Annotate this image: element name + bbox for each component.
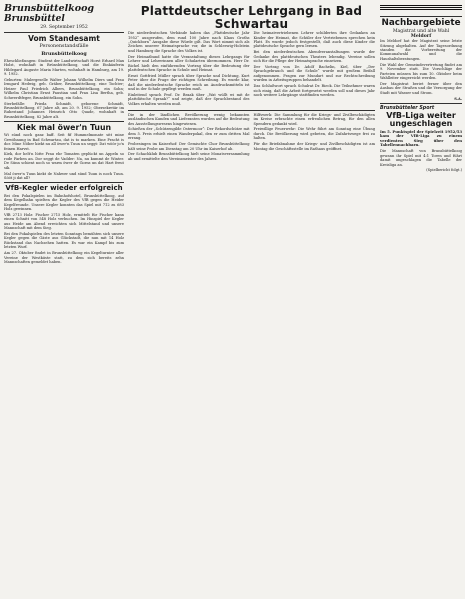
local-news-paragraph: Freiwillige Feuerwehr: Die Wehr führt am Sonntag eine Übung durch. Die Bevölkerung wird gebeten, die Zufahrtswege frei zu halten. <box>253 127 375 141</box>
standesamt-paragraph: Eheschließungen: Student der Landwirtschaft Horst Erhard Max Holst, wohnhaft in Brünsbüttelkoog, und die Einkäuferin Hildegard Auguste Maria Marten, wohnhaft in Hamburg, am 19. 9. 1952. <box>4 58 124 77</box>
main-article-column-2 <box>254 31 376 108</box>
standesamt-subtitle: Personenstandsfälle <box>39 43 89 49</box>
main-article-columns <box>128 31 375 108</box>
vfb-kegler-paragraph: Bei den Pokalspielen des letzten Sonntags bemühten sich unsere Kegler gegen die Gäste aus Glückstadt, die nun mit 14 Holz Rückstand das Nachsehen hatten. Es war ein Kampf bis zum letzten Wurf. <box>4 231 124 250</box>
divider <box>4 182 124 183</box>
vfb-kegler-headline: VfB-Kegler wieder erfolgreich <box>5 184 123 193</box>
local-news-paragraph: Für die Briefabnahme der Kriegs- und Zivilbeschädigten ist am Montag die Geschäftsstelle im Rathaus geöffnet. <box>253 142 375 151</box>
masthead-title-2: Brunsbüttel <box>4 14 65 24</box>
main-paragraph: Der Heimatbund hatte die Veranstaltung dieses Lehrgangs für Lehrer und Lehrerinnen aller Schularten übernommen. Herr Dr. Bichel hielt den einführenden Vortrag über die Bedeutung der plattdeutschen Sprache in Schule und Heimat. <box>128 54 250 72</box>
standesamt-place: Brunsbüttelkoog <box>41 50 87 57</box>
masthead-title-1: Brunsbüttelkoog <box>4 4 95 14</box>
main-headline: Plattdeutscher Lehrgang in Bad Schwartau <box>140 4 363 31</box>
local-news-paragraph: Schießen der „Schützengilde Ostermoor“: Der Rekordschütze mit dem 5. Preis erhielt einen Wanderpokal, den er zum dritten Mal errang. <box>128 127 250 141</box>
nachbargebiete-signature: S.A. <box>454 96 462 101</box>
local-news-columns <box>128 113 375 163</box>
right-column <box>380 4 462 174</box>
divider <box>4 32 124 33</box>
left-column <box>4 4 124 266</box>
nachbargebiete-subtitle: Magistrat und alte Wahl <box>392 29 450 35</box>
standesamt-paragraph: Sterbefälle: Frieda Schmidt, geborene Schmidt, Brunsbüttelkoog, 67 Jahre alt, am 20. 9. 1952; Obersekretär im Ruhestand Johannes Heinrich Otto Quade, wohnhaft in Brunsbüttelkoog, 82 Jahre alt. <box>4 101 124 119</box>
main-paragraph: Einleitend sprach Prof. Dr. Braak über „Wat wüllt wi mit de plattdütsche Spraak?“ und zeigte, daß der Sprachbestand des Volkes erhalten werden muß. <box>128 92 250 106</box>
main-paragraph: Die niederdeutschen Verbände haben das „Plattdeutsche Jahr 1952“ ausgerufen, dem rund 100 Jahre nach Klaus Groths „Quickborn“ Ausgabe diese Würde gilt. Das Wort nimmt sich als Zeichen unserer Heimatsprache vor, die in Schleswig-Holstein und Hamburg die Sprache des Volkes ist. <box>128 31 250 53</box>
vfb-liga-lead: Im 5. Punktspiel der Spielzeit 1952/53 kam der VfB-Liga zu einem verdienten Sieg über den Tabellennachbarn. <box>380 128 462 148</box>
kiek-headline: Kiek mal öwer'n Tuun <box>16 123 112 133</box>
sport-section-label: Brunsbütteler Sport <box>380 106 435 112</box>
local-news-column-1 <box>128 113 250 163</box>
divider <box>4 121 124 122</box>
divider <box>380 9 462 10</box>
nachbargebiete-paragraph: Die Wahl der Gemeindevertretung findet am 9. November statt. Die Vorschläge der Parteien müssen bis zum 10. Oktober beim Wahlleiter eingereicht werden. <box>380 62 462 80</box>
local-news-column-2 <box>254 113 376 163</box>
vfb-kegler-paragraph: Am 27. Oktober findet in Brunsbüttelkoog ein Kegelturnier aller Vereine der Westküste statt, zu dem sich bereits zehn Mannschaften gemeldet haben. <box>4 251 124 264</box>
main-article <box>128 4 375 163</box>
kiek-paragraph: Wi sünd noch ganz baff. Seit fif Hummelmonate sitt mine Gewöhnung in Bad Schwartau, dat is to marken. Eine Pracht is dor. Mine Nöber kiekt nu all öwer'n Tuun un seggt: Dat wöör jo'n feinen Harvst. <box>4 133 124 151</box>
local-news-paragraph: Die in der ländlichen Bevölkerung wenig bekannten ausländischen Kunden und Lieferanten wurden auf die Bedeutung des Ausstellungswesens hingewiesen. <box>128 112 250 126</box>
issue-date: 29. September 1952 <box>40 25 88 30</box>
divider <box>380 103 462 104</box>
local-news-paragraph: Hilfswerk: Die Sammlung für die Kriegs- und Zivilbeschädigten im Kreise erbrachte einen erfreulichen Betrag, für den allen Spendern gedankt wird. <box>253 112 375 126</box>
vfb-liga-headline: VfB-Liga weiter ungeschlagen <box>386 111 456 129</box>
vfb-liga-signature: (Spielbericht folgt.) <box>426 168 462 173</box>
nachbargebiete-paragraph: Im Meldorf hat der Magistrat seine letzte Sitzung abgehalten. Auf der Tagesordnung standen die Vorbereitung der Kommunalwahl und die Haushaltsberatungen. <box>380 39 462 61</box>
divider <box>380 5 462 6</box>
nachbargebiete-headline: Nachbargebiete <box>381 18 461 28</box>
main-paragraph: Das Schlußwort sprach Schulrat Dr. Rieck. Die Teilnehmer waren sich einig, daß die Arbeit fortgesetzt werden soll und dieses Jahr noch weitere Lehrgänge stattfinden werden. <box>253 84 375 97</box>
main-paragraph: Bei den niederdeutschen Abendveranstaltungen wurde der Gedanke des plattdeutschen Theaters lebendig. Vereine sollen sich für die Pflege der Heimatsprache einsetzen. <box>253 50 375 64</box>
nachbargebiete-paragraph: Der Magistrat beriet ferner über den Ausbau der Straßen und die Versorgung der Stadt mit Wasser und Strom. <box>380 81 462 95</box>
standesamt-paragraph: Geburten: Malergeselle Walter Johann Wilhelm Diers und Frau Irmgard Hedwig, geb. Gräber, Brunsbüttelkoog, eine Tochter; Heizer Paul Friedrich Albers, Brunsbüttelkoog, ein Sohn; Wilhelm Christian Ernst Paustian und Frau Lisa Bertha, geb. Schwerdtfeger, Brunsbüttelkoog, ein Sohn. <box>4 78 124 100</box>
local-news-paragraph: Der Schachklub Brunsbüttelkoog hielt seine Monatsversammlung ab und ermittelte den Vereinsmeister des Jahres. <box>128 152 250 161</box>
main-paragraph: Die heimatvertriebenen Lehrer schilderten ihre Gedanken an Kinder der Heimat, die Schüler der Vertriebenen sprechen kein Platt. Es wurde jedoch festgestellt, daß auch diese Kinder die plattdeutsche Sprache gern lernen. <box>253 31 375 49</box>
main-paragraph: Ernst Gottfried Müller sprach über Sprache und Dichtung, Kurt Peter über die Frage der richtigen Schreibung. Es wurde klar, daß die niederdeutsche Sprache reich an Ausdrucksmitteln ist und in der Schule gepflegt werden muß. <box>128 73 250 92</box>
main-article-column-1 <box>128 31 250 108</box>
divider <box>380 16 462 17</box>
nachbargebiete-place: Meldorf <box>410 34 432 40</box>
local-news-paragraph: Probesingen im Kaiserhof: Der Gemischte Chor Brunsbüttelkoog hält seine Probe am Dienstag um 20 Uhr im Kaiserhof ab. <box>128 142 250 151</box>
standesamt-headline: Vom Standesamt <box>28 34 100 43</box>
divider <box>380 7 462 8</box>
vfb-liga-paragraph: Die Mannschaft von Brunsbüttelkoog gewann ihr Spiel mit 4:1 Toren und führt damit ungeschlagen die Tabelle der Kreisliga an. <box>380 149 462 167</box>
kiek-paragraph: Kiek, dor helt'n lütte Frau ehr Tomaten geplückt un Appeln so rode Farben an. Dor seggt de Vadder: Na, nu kummt de Winter. De Sünn schient noch so warm öwer de Gorns un dat Hart freut sik. <box>4 152 124 170</box>
main-paragraph: Der Vortrag von Dr. Adolf Bachelin, Kiel, über „Der Sprachgebrauch und die Schule“ wurde mit großem Beifall aufgenommen. Fragen zur Mundart und zur Rechtschreibung wurden in Arbeitsgruppen behandelt. <box>253 65 375 83</box>
kiek-paragraph: Mal öwer'n Tuun kiekt de Nahwer und sünd Tuun is noch Tuun. Sööt ji dat all? <box>4 171 124 180</box>
divider <box>128 110 375 111</box>
vfb-kegler-paragraph: Bei den Pokalspielen im Bahnhofshotel, Brunsbüttelkoog, auf dem Kegelbahn spielten die Kegler des VfB gegen die Heider Kegelfreunde. Unsere Kegler konnten das Spiel mit 712 zu 683 Holz gewinnen. <box>4 193 124 211</box>
vfb-kegler-paragraph: VfB 2713 Holz: Fischer 2715 Holz, ermittelt für Fischer kann einen Schnitt von 548 Holz verbuchen. Im Hinspiel der Kegler aus Heide am Abend erreichten sich Mittelstand und unsere Mannschaft mit dem Sieg. <box>4 212 124 231</box>
